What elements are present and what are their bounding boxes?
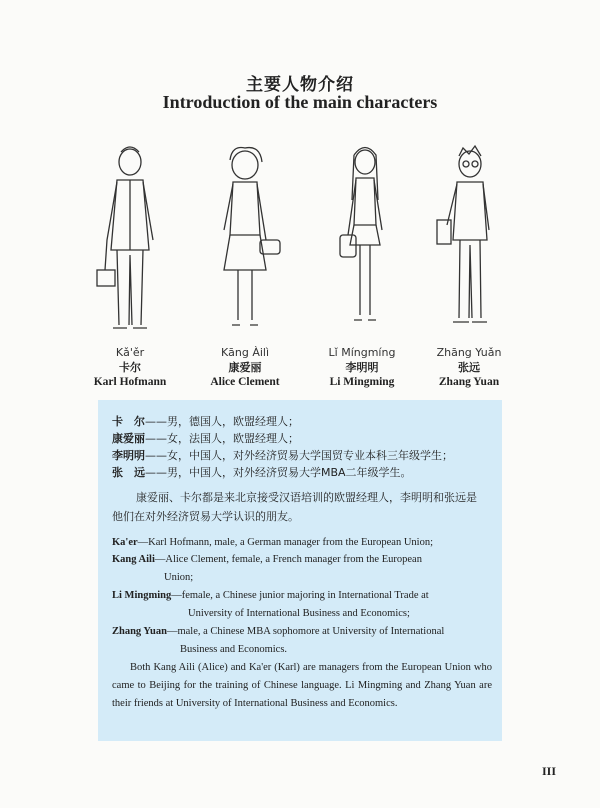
name: 卡 尔 bbox=[112, 415, 145, 428]
cn-desc-line bbox=[112, 414, 299, 430]
text: —Alice Clement, female, a French manager from the European bbox=[154, 554, 422, 565]
en-paragraph: Both Kang Aili (Alice) and Ka'er (Karl) are managers from the European Union who came to Beijing for the training of Chinese language. Li Mingming and Zhang Yuan are their friends at University of International Business and Economics. bbox=[112, 662, 492, 709]
text: —female, a Chinese junior majoring in International Trade at bbox=[171, 590, 429, 601]
character-caption-alice bbox=[185, 345, 305, 390]
alice-illustration bbox=[200, 140, 290, 340]
en-desc bbox=[112, 587, 492, 623]
name: Zhang Yuan bbox=[112, 626, 167, 637]
pinyin: Zhāng Yuǎn bbox=[436, 346, 502, 359]
continuation: Business and Economics. bbox=[180, 644, 288, 655]
english-name: Karl Hofmann bbox=[93, 376, 167, 388]
chinese-name: 张远 bbox=[458, 361, 480, 374]
title-chinese: 主要人物介绍 bbox=[246, 75, 354, 95]
english-name: Alice Clement bbox=[210, 376, 280, 388]
name: Li Mingming bbox=[112, 590, 172, 601]
text: ——女，中国人，对外经济贸易大学国贸专业本科三年级学生； bbox=[145, 449, 453, 462]
name: 康爱丽 bbox=[112, 432, 145, 445]
en-desc bbox=[112, 534, 492, 552]
cn-paragraph: 康爱丽、卡尔都是来北京接受汉语培训的欧盟经理人，李明明和张远是他们在对外经济贸易大学认识的朋友。 bbox=[112, 491, 477, 523]
en-desc bbox=[112, 623, 492, 659]
chinese-name: 康爱丽 bbox=[228, 361, 262, 374]
text: —Karl Hofmann, male, a German manager from the European Union; bbox=[137, 537, 434, 548]
continuation: Union; bbox=[164, 572, 194, 583]
text: —male, a Chinese MBA sophomore at University of International bbox=[166, 626, 445, 637]
pinyin: Kāng Àilì bbox=[220, 346, 270, 359]
name: 李明明 bbox=[112, 449, 145, 462]
character-caption-zhang bbox=[409, 345, 529, 390]
karl-illustration bbox=[85, 140, 175, 340]
cn-desc-line bbox=[112, 465, 412, 481]
li-mingming-illustration bbox=[320, 140, 410, 340]
zhang-yuan-illustration bbox=[425, 140, 515, 340]
character-caption-karl bbox=[70, 345, 190, 390]
description-box bbox=[98, 400, 502, 741]
name: Ka'er bbox=[112, 537, 138, 548]
chinese-name: 李明明 bbox=[345, 361, 379, 374]
text: ——女，法国人，欧盟经理人； bbox=[145, 432, 299, 445]
cn-desc-line bbox=[112, 448, 453, 464]
continuation: University of International Business and Economics; bbox=[188, 608, 410, 619]
text: ——男，中国人，对外经济贸易大学MBA二年级学生。 bbox=[145, 466, 412, 479]
title-english: Introduction of the main characters bbox=[162, 92, 438, 112]
character-caption-li bbox=[302, 345, 422, 390]
cn-desc-line bbox=[112, 431, 299, 447]
english-name: Zhang Yuan bbox=[438, 376, 500, 388]
en-desc bbox=[112, 551, 492, 587]
name: 张 远 bbox=[112, 466, 145, 479]
text: ——男，德国人，欧盟经理人； bbox=[145, 415, 299, 428]
chinese-name: 卡尔 bbox=[119, 361, 141, 374]
name: Kang Aili bbox=[112, 554, 155, 565]
pinyin: Kǎ'ěr bbox=[115, 346, 145, 359]
page-number: III bbox=[542, 764, 557, 778]
english-name: Li Mingming bbox=[329, 376, 395, 388]
pinyin: Lǐ Míngmíng bbox=[328, 346, 396, 359]
